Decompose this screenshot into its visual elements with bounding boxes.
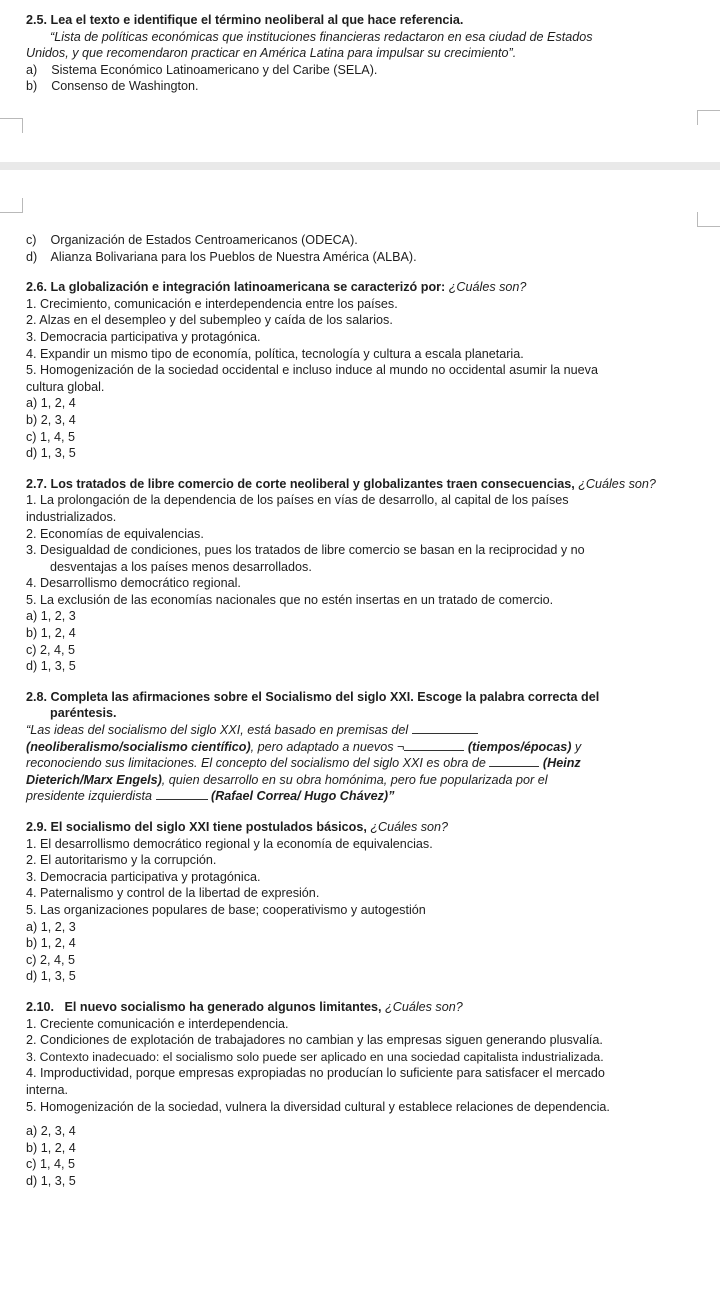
option-text: 1, 3, 5 bbox=[40, 969, 76, 984]
option-text: 1, 3, 5 bbox=[40, 659, 76, 674]
option-text: 1, 3, 5 bbox=[40, 1173, 76, 1188]
fill-blank-3[interactable] bbox=[489, 766, 539, 767]
page-corner-mark bbox=[0, 198, 23, 213]
question-prompt: ¿Cuáles son? bbox=[448, 280, 527, 295]
page-separator bbox=[0, 162, 720, 170]
option-text: 2, 3, 4 bbox=[40, 1124, 76, 1139]
question-2-9-option-b[interactable] bbox=[26, 935, 700, 952]
question-prompt: ¿Cuáles son? bbox=[578, 476, 656, 491]
question-2-8-line-3 bbox=[26, 755, 700, 772]
list-item: 5. Las organizaciones populares de base; cooperativismo y autogestión bbox=[26, 902, 426, 917]
question-2-10-option-d[interactable] bbox=[26, 1173, 700, 1190]
list-item: 4. Improductividad, porque empresas expropiadas no producían lo suficiente para satisfacer el mercado bbox=[26, 1066, 605, 1081]
option-letter: a) bbox=[26, 919, 38, 934]
list-item: 2. El autoritarismo y la corrupción. bbox=[26, 853, 217, 868]
question-2-5-quote-line-1: “Lista de políticas económicas que instituciones financieras redactaron en esa ciudad de Estados bbox=[50, 29, 593, 44]
option-letter: c) bbox=[26, 642, 37, 657]
question-2-8-line-4 bbox=[26, 772, 700, 789]
choice-text: (Rafael Correa/ Hugo Chávez)” bbox=[211, 789, 395, 804]
list-item: 3. Democracia participativa y protagónica. bbox=[26, 869, 261, 884]
question-2-7-option-a[interactable] bbox=[26, 608, 700, 625]
question-2-6-option-b[interactable] bbox=[26, 412, 700, 429]
option-letter: d) bbox=[26, 1173, 38, 1188]
question-2-7-option-d[interactable] bbox=[26, 658, 700, 675]
page-main bbox=[0, 172, 720, 1299]
option-letter: d) bbox=[26, 659, 38, 674]
question-2-10-option-a[interactable] bbox=[26, 1123, 700, 1140]
question-2-10-title bbox=[26, 999, 700, 1016]
question-2-10-option-b[interactable] bbox=[26, 1140, 700, 1157]
list-item: 2. Alzas en el desempleo y del subempleo y caída de los salarios. bbox=[26, 313, 393, 328]
list-item: cultura global. bbox=[26, 379, 105, 394]
list-item: 4. Expandir un mismo tipo de economía, política, tecnología y cultura a escala planetaria. bbox=[26, 346, 524, 361]
option-text: Consenso de Washington. bbox=[51, 79, 199, 94]
question-2-9-option-a[interactable] bbox=[26, 919, 700, 936]
option-text: 2, 4, 5 bbox=[40, 952, 76, 967]
choice-text: (Heinz bbox=[542, 756, 581, 771]
option-letter: c) bbox=[26, 952, 37, 967]
fill-blank-4[interactable] bbox=[156, 799, 208, 800]
option-letter: b) bbox=[26, 1140, 38, 1155]
statement-text: “Las ideas del socialismo del siglo XXI, está basado en premisas del bbox=[26, 723, 409, 738]
question-title-text: 2.6. La globalización e integración latinoamericana se caracterizó por: bbox=[26, 280, 446, 295]
option-letter: d) bbox=[26, 446, 38, 461]
option-text: 1, 3, 5 bbox=[40, 446, 76, 461]
question-2-6-option-a[interactable] bbox=[26, 395, 700, 412]
option-text: 1, 2, 3 bbox=[40, 609, 76, 624]
question-2-5-option-c[interactable] bbox=[26, 232, 700, 249]
question-2-8-line-2 bbox=[26, 739, 700, 756]
question-2-9-title bbox=[26, 819, 700, 836]
question-2-5-title: 2.5. Lea el texto e identifique el término neoliberal al que hace referencia. bbox=[26, 13, 464, 27]
list-item: 1. La prolongación de la dependencia de los países en vías de desarrollo, al capital de los países bbox=[26, 493, 569, 508]
list-item: desventajas a los países menos desarrollados. bbox=[50, 559, 312, 574]
page-corner-mark bbox=[0, 118, 23, 133]
list-item: 1. Crecimiento, comunicación e interdependencia entre los países. bbox=[26, 296, 398, 311]
option-text: 1, 4, 5 bbox=[40, 429, 76, 444]
question-2-7-option-c[interactable] bbox=[26, 642, 700, 659]
question-title-text: 2.9. El socialismo del siglo XXI tiene postulados básicos, bbox=[26, 820, 367, 834]
question-2-6-title bbox=[26, 279, 700, 296]
option-letter: a) bbox=[26, 396, 38, 411]
list-item: industrializados. bbox=[26, 509, 117, 524]
question-2-8-line-5 bbox=[26, 788, 700, 805]
option-letter: a) bbox=[26, 609, 38, 624]
choice-text: Dieterich/Marx Engels) bbox=[26, 772, 162, 787]
statement-text: reconociendo sus limitaciones. El concepto del socialismo del siglo XXI es obra de bbox=[26, 756, 486, 771]
question-2-5-quote-line-2: Unidos, y que recomendaron practicar en América Latina para impulsar su crecimiento”. bbox=[26, 46, 517, 61]
question-2-9-option-c[interactable] bbox=[26, 952, 700, 969]
question-2-7-title bbox=[26, 476, 700, 493]
question-2-6-option-c[interactable] bbox=[26, 429, 700, 446]
list-item: 5. La exclusión de las economías nacionales que no estén insertas en un tratado de comercio. bbox=[26, 592, 554, 607]
choice-text: (neoliberalismo/socialismo científico) bbox=[26, 739, 251, 754]
question-2-5-option-a[interactable] bbox=[26, 62, 700, 79]
list-item: 5. Homogenización de la sociedad, vulnera la diversidad cultural y establece relaciones de dependencia. bbox=[26, 1099, 610, 1114]
option-letter: a) bbox=[26, 62, 38, 77]
question-2-8-line-1 bbox=[26, 722, 700, 739]
list-item: 2. Economías de equivalencias. bbox=[26, 526, 204, 541]
option-letter: b) bbox=[26, 936, 38, 951]
option-text: 1, 2, 4 bbox=[40, 1140, 76, 1155]
option-letter: b) bbox=[26, 412, 38, 427]
option-text: 1, 2, 3 bbox=[40, 919, 76, 934]
option-text: Sistema Económico Latinoamericano y del Caribe (SELA). bbox=[51, 62, 378, 77]
list-item: 4. Desarrollismo democrático regional. bbox=[26, 576, 241, 591]
list-item: 1. Creciente comunicación e interdependencia. bbox=[26, 1016, 289, 1031]
question-title-text: 2.10. El nuevo socialismo ha generado algunos limitantes, bbox=[26, 999, 382, 1014]
question-2-9-option-d[interactable] bbox=[26, 968, 700, 985]
option-text: Alianza Bolivariana para los Pueblos de Nuestra América (ALBA). bbox=[50, 249, 417, 264]
option-letter: c) bbox=[26, 429, 37, 444]
list-item: 3. Desigualdad de condiciones, pues los tratados de libre comercio se basan en la reciprocidad y no bbox=[26, 543, 585, 558]
option-letter: b) bbox=[26, 626, 38, 641]
option-text: 2, 4, 5 bbox=[40, 642, 76, 657]
fill-blank-1[interactable] bbox=[412, 733, 478, 734]
question-2-8-title-line-1: 2.8. Completa las afirmaciones sobre el Socialismo del siglo XXI. Escoge la palabra correcta del bbox=[26, 689, 600, 704]
option-letter: a) bbox=[26, 1124, 38, 1139]
option-text: Organización de Estados Centroamericanos (ODECA). bbox=[50, 233, 358, 247]
question-prompt: ¿Cuáles son? bbox=[370, 820, 449, 834]
option-text: 1, 2, 4 bbox=[40, 626, 76, 641]
list-item: 2. Condiciones de explotación de trabajadores no cambian y las empresas siguen generando plusvalía. bbox=[26, 1033, 603, 1048]
question-2-6-option-d[interactable] bbox=[26, 445, 700, 462]
list-item: 4. Paternalismo y control de la libertad de expresión. bbox=[26, 886, 320, 901]
question-title-text: 2.7. Los tratados de libre comercio de corte neoliberal y globalizantes traen consecuencias, bbox=[26, 476, 575, 491]
page-top bbox=[0, 0, 720, 160]
page-corner-mark bbox=[697, 212, 720, 227]
question-2-5-option-d[interactable] bbox=[26, 249, 700, 266]
fill-blank-2[interactable] bbox=[404, 750, 464, 751]
statement-text: , quien desarrollo en su obra homónima, pero fue popularizada por el bbox=[161, 772, 548, 787]
question-prompt: ¿Cuáles son? bbox=[385, 999, 463, 1014]
option-text: 2, 3, 4 bbox=[40, 412, 76, 427]
list-item: 5. Homogenización de la sociedad occidental e incluso induce al mundo no occidental asumir la nueva bbox=[26, 363, 598, 378]
list-item: 3. Democracia participativa y protagónica. bbox=[26, 329, 261, 344]
option-text: 1, 4, 5 bbox=[40, 1157, 76, 1172]
question-2-10-option-c[interactable] bbox=[26, 1156, 700, 1173]
statement-text: , pero adaptado a nuevos ¬ bbox=[250, 739, 405, 754]
option-letter: b) bbox=[26, 79, 38, 94]
option-letter: c) bbox=[26, 1157, 37, 1172]
option-letter: d) bbox=[26, 249, 38, 264]
list-item: 1. El desarrollismo democrático regional y la economía de equivalencias. bbox=[26, 836, 433, 851]
option-text: 1, 2, 4 bbox=[40, 396, 76, 411]
option-text: 1, 2, 4 bbox=[40, 936, 76, 951]
option-letter: c) bbox=[26, 233, 37, 247]
option-letter: d) bbox=[26, 969, 38, 984]
question-2-7-option-b[interactable] bbox=[26, 625, 700, 642]
question-2-5-option-b[interactable] bbox=[26, 78, 700, 95]
choice-text: (tiempos/épocas) bbox=[467, 739, 572, 754]
statement-text: presidente izquierdista bbox=[26, 789, 153, 804]
page-corner-mark bbox=[697, 110, 720, 125]
statement-text: y bbox=[571, 739, 582, 754]
list-item: 3. Contexto inadecuado: el socialismo solo puede ser aplicado en una sociedad capitalista industrializada. bbox=[26, 1049, 604, 1064]
question-2-8-title-line-2: paréntesis. bbox=[50, 706, 117, 721]
list-item: interna. bbox=[26, 1082, 69, 1097]
